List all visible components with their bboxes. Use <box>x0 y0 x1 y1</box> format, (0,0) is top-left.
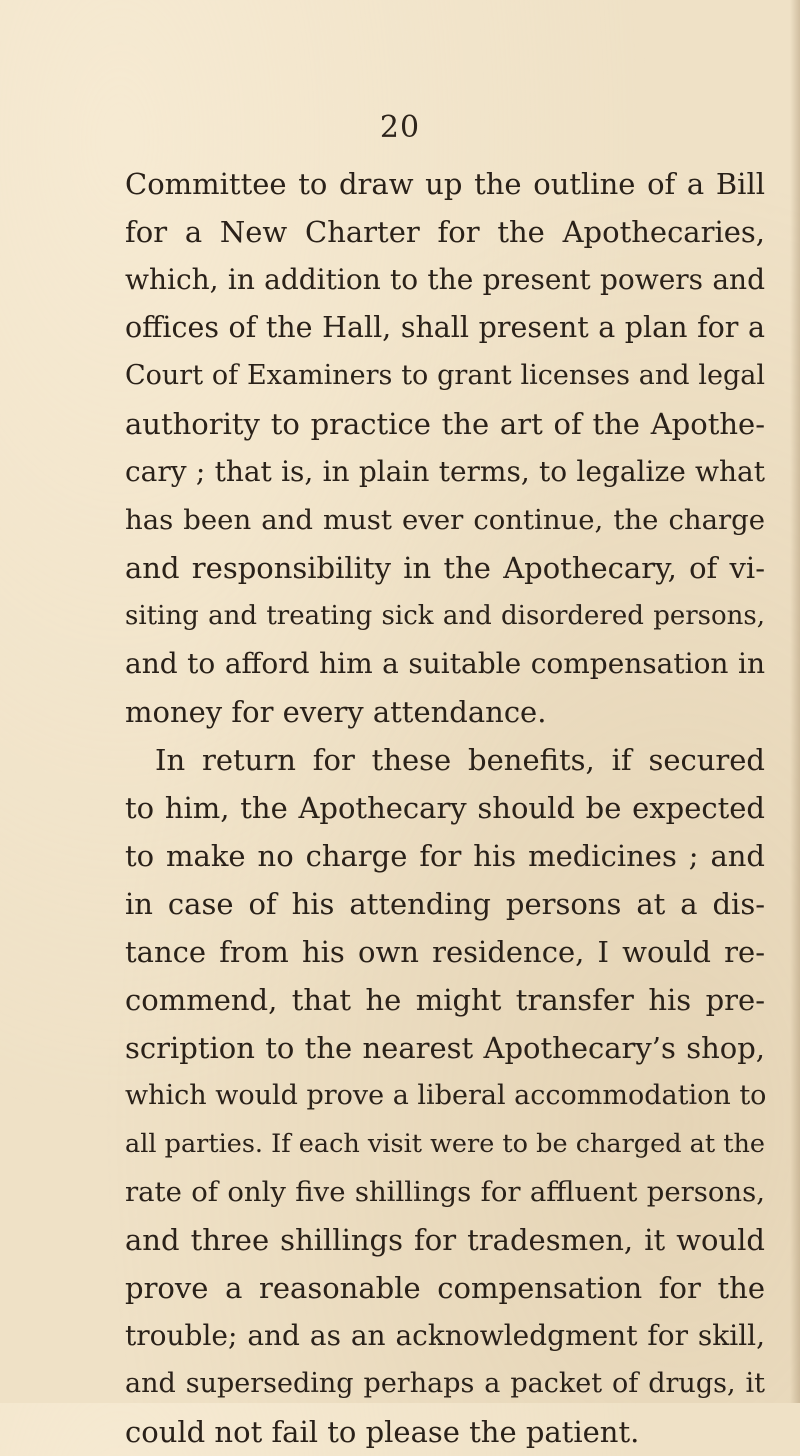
text-line: and three shillings for tradesmen, it would <box>125 1223 765 1257</box>
text-line: could not fail to please the patient. <box>125 1415 640 1449</box>
text-line: rate of only five shillings for affluent persons, <box>125 1176 765 1208</box>
text-line: to make no charge for his medicines ; and <box>125 839 765 873</box>
text-line: has been and must ever continue, the charge <box>125 504 765 536</box>
text-line: authority to practice the art of the Apothe- <box>125 407 765 441</box>
text-line: prove a reasonable compensation for the <box>125 1271 765 1305</box>
text-line: trouble; and as an acknowledgment for skill, <box>125 1319 765 1352</box>
text-line: Court of Examiners to grant licenses and legal <box>125 360 765 391</box>
text-line: offices of the Hall, shall present a plan for a <box>125 311 765 344</box>
text-line: all parties. If each visit were to be charged at the <box>125 1129 765 1159</box>
text-line: commend, that he might transfer his pre- <box>125 983 765 1017</box>
page-number: 20 <box>379 110 421 145</box>
text-line: money for every attendance. <box>125 695 547 729</box>
text-line: and to afford him a suitable compensation in <box>125 647 765 680</box>
body-text <box>125 160 765 1456</box>
text-line: Committee to draw up the outline of a Bill <box>125 167 765 201</box>
text-line: and superseding perhaps a packet of drugs, it <box>125 1368 765 1399</box>
text-line: for a New Charter for the Apothecaries, <box>125 215 765 249</box>
text-line: In return for these benefits, if secured <box>155 743 765 777</box>
text-line: scription to the nearest Apothecary’s shop, <box>125 1031 765 1065</box>
text-line: to him, the Apothecary should be expected <box>125 791 765 825</box>
text-line: tance from his own residence, I would re- <box>125 935 765 969</box>
page-edge-shadow <box>790 0 800 1403</box>
text-line: which, in addition to the present powers and <box>125 263 765 296</box>
text-line: in case of his attending persons at a dis- <box>125 887 765 921</box>
text-line: which would prove a liberal accommodation to <box>125 1080 767 1111</box>
text-line: siting and treating sick and disordered persons, <box>125 601 765 631</box>
text-line: cary ; that is, in plain terms, to legalize what <box>125 455 765 488</box>
text-line: and responsibility in the Apothecary, of vi- <box>125 551 765 585</box>
